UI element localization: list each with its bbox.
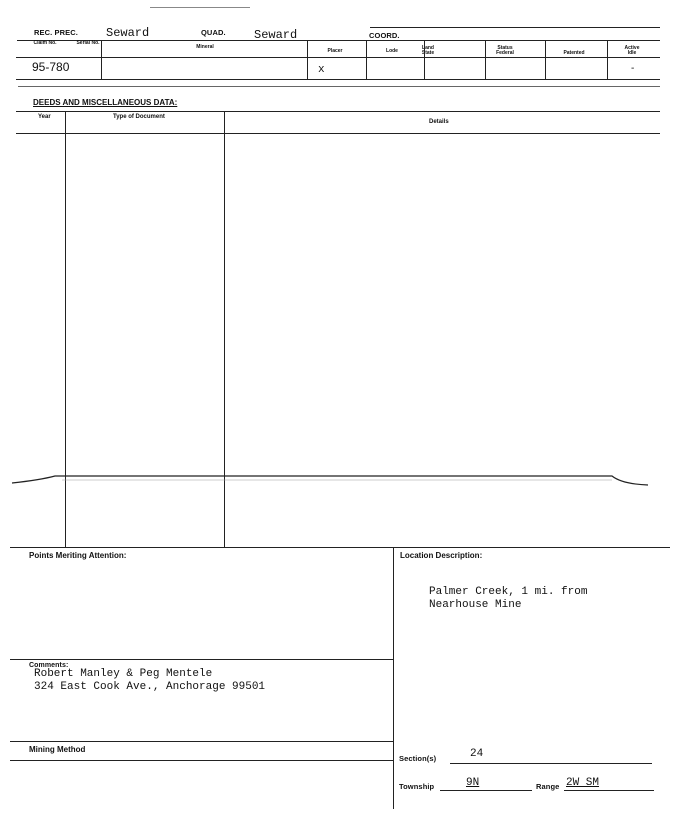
deeds-header-line xyxy=(16,133,660,134)
col-claim-no: Claim No. xyxy=(33,40,57,46)
section-label: Section(s) xyxy=(399,754,437,763)
header-bottom-line xyxy=(17,40,660,41)
comments-line-1: Robert Manley & Peg Mentele xyxy=(34,668,213,680)
col-lode: Lode xyxy=(386,48,398,54)
location-line-1: Palmer Creek, 1 mi. from xyxy=(429,586,588,598)
claim-row-line xyxy=(16,79,660,80)
township-label: Township xyxy=(399,782,435,791)
mining-bottom-line xyxy=(10,760,393,761)
placer-value: x xyxy=(318,64,325,76)
col-year: Year xyxy=(38,114,51,120)
col-details: Details xyxy=(429,119,449,125)
coord-label: COORD. xyxy=(369,31,400,40)
deeds-fold-line xyxy=(0,466,678,496)
bottom-center-divider xyxy=(393,547,394,809)
range-value-line xyxy=(564,790,654,791)
township-value: 9N xyxy=(466,777,480,789)
claim-col-divider xyxy=(607,40,608,80)
claim-col-divider xyxy=(485,40,486,80)
deeds-title: DEEDS AND MISCELLANEOUS DATA: xyxy=(33,98,178,107)
col-status-federal: Status Federal xyxy=(496,45,514,56)
section-value-line xyxy=(450,763,652,764)
col-active-idle: Active Idle xyxy=(624,45,640,56)
location-label: Location Description: xyxy=(400,551,483,560)
claim-col-divider xyxy=(545,40,546,80)
col-placer: Placer xyxy=(327,48,343,54)
claim-col-divider xyxy=(101,40,102,80)
comments-line-2: 324 East Cook Ave., Anchorage 99501 xyxy=(34,681,266,693)
township-value-line xyxy=(440,790,532,791)
mining-top-line xyxy=(10,741,393,742)
col-patented: Patented xyxy=(563,50,585,56)
rec-prec-label: REC. PREC. xyxy=(34,28,78,37)
col-land-state: Land State xyxy=(421,45,435,56)
quad-label: QUAD. xyxy=(201,28,226,37)
col-serial-no: Serial No. xyxy=(76,40,100,46)
deeds-top-line xyxy=(16,111,660,112)
claim-bottom-line xyxy=(18,86,660,87)
col-type-of-document: Type of Document xyxy=(113,114,165,120)
comments-top-line xyxy=(10,659,393,660)
location-line-2: Nearhouse Mine xyxy=(429,599,522,611)
claim-col-divider xyxy=(307,40,308,80)
col-mineral: Mineral xyxy=(196,44,214,50)
section-value: 24 xyxy=(470,748,484,760)
points-label: Points Meriting Attention: xyxy=(29,551,127,560)
range-label: Range xyxy=(536,782,560,791)
comments-label: Comments: xyxy=(29,662,69,669)
claim-no-value: 95-780 xyxy=(32,60,70,74)
claim-col-divider xyxy=(424,40,425,80)
deeds-bottom-line xyxy=(10,547,670,548)
header-top-line xyxy=(370,27,660,28)
range-value: 2W SM xyxy=(566,777,600,789)
top-edge-line xyxy=(150,7,250,8)
quad-value: Seward xyxy=(254,28,298,42)
active-idle-value: - xyxy=(631,63,635,74)
mining-method-label: Mining Method xyxy=(29,745,86,754)
claim-header-line xyxy=(16,57,660,58)
rec-prec-value: Seward xyxy=(106,26,150,40)
claim-col-divider xyxy=(366,40,367,80)
